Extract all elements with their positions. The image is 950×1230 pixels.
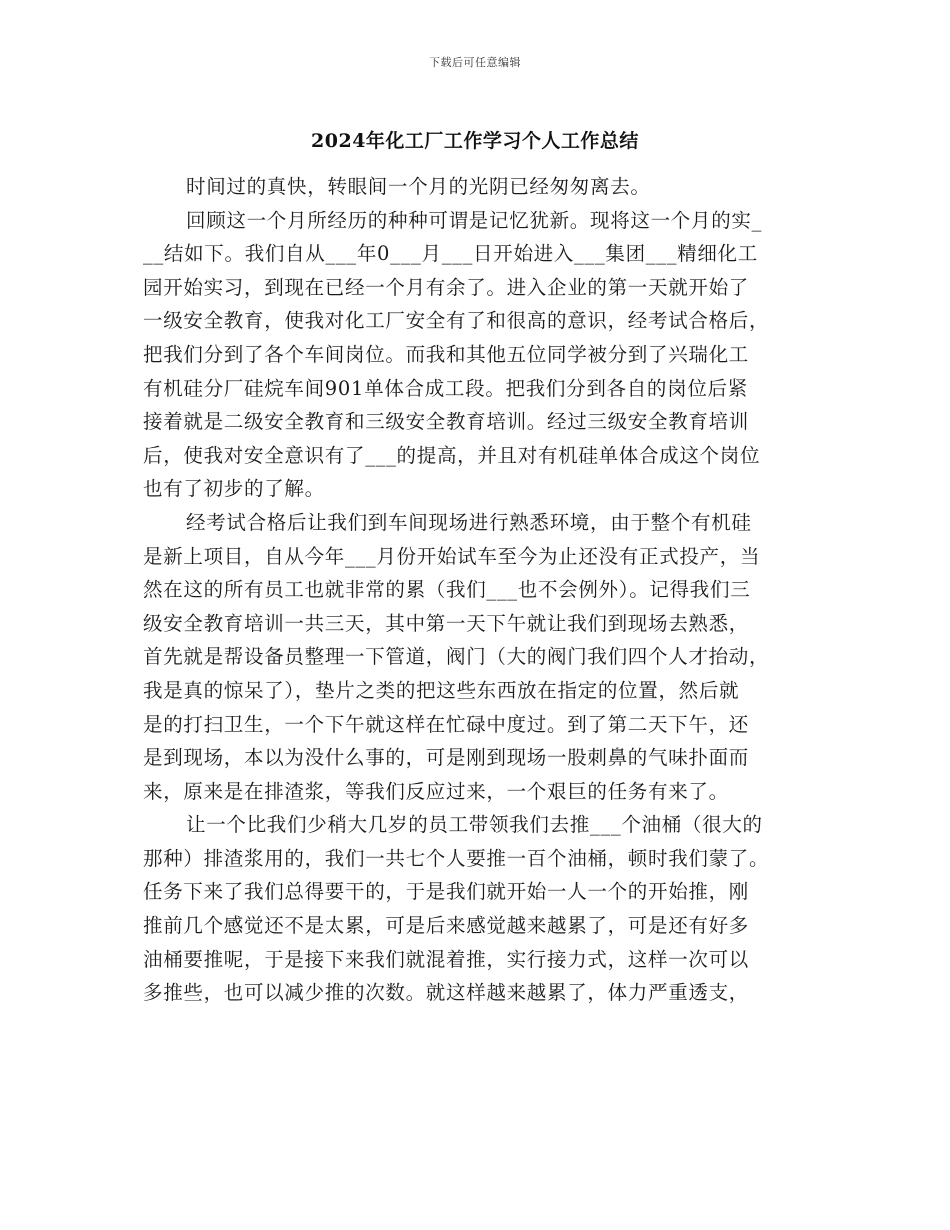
- body-text-line: 后，使我对安全意识有了___的提高，并且对有机硅单体合成这个岗位: [143, 443, 761, 467]
- page-header-note: 下载后可任意编辑: [429, 56, 521, 69]
- body-text-line: 是的打扫卫生，一个下午就这样在忙碌中度过。到了第二天下午，还: [143, 712, 750, 736]
- body-text-line: 园开始实习，到现在已经一个月有余了。进入企业的第一天就开始了: [143, 275, 750, 299]
- body-text-line: __结如下。我们自从___年0___月___日开始进入___集团___精细化工: [143, 242, 758, 266]
- body-text-line: 回顾这一个月所经历的种种可谓是记忆犹新。现将这一个月的实_: [186, 208, 763, 232]
- body-text-line: 然在这的所有员工也就非常的累（我们___也不会例外）。记得我们三: [143, 578, 751, 602]
- body-text-line: 也有了初步的了解。: [143, 477, 325, 501]
- body-text-line: 级安全教育培训一共三天，其中第一天下午就让我们到现场去熟悉，: [143, 611, 750, 635]
- body-text-line: 是新上项目，自从今年___月份开始试车至今为止还没有正式投产，当: [143, 544, 761, 568]
- body-text-line: 一级安全教育，使我对化工厂安全有了和很高的意识，经考试合格后，: [143, 309, 770, 333]
- body-text-line: 油桶要推呢，于是接下来我们就混着推，实行接力式，这样一次可以: [143, 947, 750, 971]
- document-body: [143, 170, 815, 1010]
- body-text-line: 推前几个感觉还不是太累，可是后来感觉越来越累了，可是还有好多: [143, 914, 750, 938]
- body-text-line: 首先就是帮设备员整理一下管道，阀门（大的阀门我们四个人才抬动，: [143, 645, 770, 669]
- body-text-line: 经考试合格后让我们到车间现场进行熟悉环境，由于整个有机硅: [186, 510, 752, 534]
- body-text-line: 时间过的真快，转眼间一个月的光阴已经匆匆离去。: [186, 175, 651, 198]
- body-text-line: 那种）排渣浆用的，我们一共七个人要推一百个油桶，顿时我们蒙了。: [143, 846, 770, 870]
- body-text-line: 来，原来是在排渣浆，等我们反应过来，一个艰巨的任务有来了。: [143, 779, 729, 803]
- body-text-line: 让一个比我们少稍大几岁的员工带领我们去推___个油桶（很大的: [186, 813, 763, 837]
- body-text-line: 是到现场，本以为没什么事的，可是刚到现场一股刺鼻的气味扑面而: [143, 746, 750, 770]
- body-text-line: 有机硅分厂硅烷车间901单体合成工段。把我们分到各自的岗位后紧: [143, 376, 748, 400]
- body-text-line: 我是真的惊呆了），垫片之类的把这些东西放在指定的位置，然后就: [143, 678, 740, 702]
- body-text-line: 多推些，也可以减少推的次数。就这样越来越累了，体力严重透支，: [143, 981, 750, 1005]
- body-text-line: 任务下来了我们总得要干的，于是我们就开始一人一个的开始推，刚: [143, 880, 750, 904]
- body-text-line: 把我们分到了各个车间岗位。而我和其他五位同学被分到了兴瑞化工: [143, 342, 750, 366]
- document-title: 2024年化工厂工作学习个人工作总结: [311, 130, 639, 152]
- body-text-line: 接着就是二级安全教育和三级安全教育培训。经过三级安全教育培训: [143, 410, 750, 434]
